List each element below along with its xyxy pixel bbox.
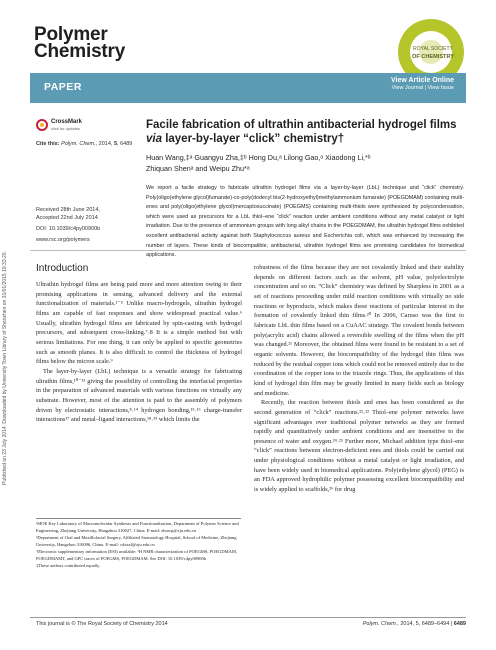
authors-line1: Huan Wang,‡ᵃ Guangyu Zha,‡ᵇ Hong Du,ᵃ Lilong Gao,ᵃ Xiaodong Li,*ᵇ bbox=[146, 153, 371, 162]
footnote-divider bbox=[36, 518, 241, 519]
view-online-links bbox=[391, 77, 454, 91]
crossmark-sub: click for updates bbox=[51, 126, 80, 131]
footer-journal: Polym. Chem. bbox=[362, 621, 398, 627]
citation-info: Cite this: Polym. Chem., 2014, 5, 6489 bbox=[36, 141, 133, 147]
footnote-affiliation-b: ᵇDepartment of Oral and Maxillofacial Surgery, Affiliated Stomatology Hospital, School of Medicine, Zhejiang University, Hangzhou 310006, China. E-mail: cdxaxl@zju.edu.cn bbox=[36, 534, 237, 547]
crossmark-label: CrossMark bbox=[51, 119, 83, 125]
journal-name-line2: Chemistry bbox=[34, 41, 126, 62]
abstract-text: We report a facile strategy to fabricate ultrathin hydrogel films via a layer-by-layer (LbL) technique and “click” chemistry. Poly(oligo(ethylene glycol)fumarate)-co-poly(dodecyl bis(2-hydroxyethyl)methylammonium fumarate) (POEGDMAM) containing multi-enes and poly(oligo(ethylene glycol)mercaptosuccinate) (POEGMS) containing multi-thiols were synthesized by polycondensation, which were used as precursors for a LbL thiol–ene “click” reaction under ambient conditions without any metal catalyst or light irradiation. Due to the presence of ammonium groups with long alkyl chains in the POEGDMAM, the ultrathin hydrogel films exhibited excellent antibacterial activity against both Staphylococcus aureus and Escherichia coli, which was enhanced by increasing the number of layers. These kinds of biocompatible, antibacterial, ultrathin hydrogel films are promising candidates for biomedical applications. bbox=[146, 185, 464, 259]
abstract-divider bbox=[30, 250, 466, 251]
journal-url-link[interactable]: www.rsc.org/polymers bbox=[36, 237, 90, 243]
intro-paragraph-3: robustness of the films because they are not covalently linked and their stability depends on different factors such as the solvent, pH value, polyelectrolyte concentration and so on. “Click” chemistry was defined by Sharpless in 2001 as a set of reactions proceeding under mild reaction conditions with virtually no side reactions or byproducts, which makes these reactions of particular interest in the formation of covalently linked thin films.²⁰ In 2006, Caruso was the first to fabricate LbL thin films based on a CuAAC strategy. The covalent bonds between poly(acrylic acid) chains allowed a reversible swelling of the films when the pH was changed.²¹ Moreover, the obtained films were found to be resistant to a set of organic solvents. However, the biocompatibility of the hydrogel thin films was reduced by the residual copper ions which could not be removed entirely due to the coordination of the copper ions to the triazole rings. Thus, the applications of this kind of hydrogel thin film may be greatly limited in many fields such as biology and medicine. bbox=[254, 264, 464, 397]
logo-text-line2: OF CHEMISTRY bbox=[411, 54, 455, 60]
view-article-online-link[interactable]: View Article Online bbox=[390, 77, 454, 84]
crossmark-icon bbox=[36, 119, 48, 131]
crossmark-badge[interactable] bbox=[36, 119, 96, 133]
page-number: 6489 bbox=[453, 621, 466, 627]
cite-year: , 2014, bbox=[95, 141, 114, 147]
cite-label: Cite this: bbox=[36, 141, 60, 147]
view-journal-issue-link[interactable]: View Journal | View Issue bbox=[391, 85, 454, 91]
footnote-esi: †Electronic supplementary information (ESI) available: ¹H NMR characterization of POEGMS, POEGDMAM, POEGDMAMT, and GPC traces of POEGMS, POEGDMAM. See DOI: 10.1039/c4py00900b bbox=[36, 548, 238, 561]
cite-volume: 5 bbox=[113, 141, 118, 147]
journal-name-line1: Polymer bbox=[34, 24, 108, 45]
footer-divider bbox=[30, 617, 466, 618]
footnotes bbox=[36, 521, 242, 570]
journal-name[interactable] bbox=[34, 26, 125, 60]
article-history bbox=[36, 206, 136, 244]
article-title bbox=[146, 118, 466, 146]
accepted-date: Accepted 22nd July 2014 bbox=[36, 215, 98, 221]
cite-journal: Polym. Chem. bbox=[61, 141, 96, 147]
download-note-text: Published on 23 July 2014. Downloaded by University Town Library of Shenzhen on 31/01/2015 19:33:20. bbox=[2, 251, 8, 485]
logo-text-line1: ROYAL SOCIETY bbox=[413, 46, 453, 52]
footnote-affiliation-a: ᵃMOE Key Laboratory of Macromolecular Synthesis and Functionalization, Department of Polymer Science and Engineering, Zhejiang University, Hangzhou 310027, China. E-mail: zhuwp@zju.edu.cn bbox=[36, 521, 239, 533]
body-column-left bbox=[36, 280, 242, 425]
footnote-equal-contribution: ‡These authors contributed equally. bbox=[36, 562, 101, 568]
footer-citation bbox=[363, 621, 466, 627]
title-part1: Facile fabrication of ultrathin antibacterial hydrogel films bbox=[146, 119, 457, 131]
section-heading-introduction: Introduction bbox=[36, 263, 89, 274]
download-note bbox=[2, 205, 14, 485]
author-list bbox=[146, 153, 466, 174]
footer-volume-pages: , 2014, 5, 6489–6494 | bbox=[397, 621, 454, 627]
footer-copyright: This journal is © The Royal Society of Chemistry 2014 bbox=[36, 621, 168, 627]
received-date: Received 28th June 2014, bbox=[36, 207, 100, 213]
doi-link[interactable]: DOI: 10.1039/c4py00900b bbox=[36, 226, 101, 232]
intro-paragraph-1: Ultrathin hydrogel films are being paid more and more attention owing to their promising applications in sensing, advanced delivery and the external functionalization of materials.¹⁻⁵ Unlike macro-hydrogels, ultrathin hydrogel films are capable of fast responses and show widespread practical value.⁶ Usually, ultrathin hydrogel films are fabricated by spin-casting with hydrogel precursors, and subsequent cross-linking.⁷˒8 It is a simple method but with serious limitations. For one thing, it can only be applied to specific geometries such as smooth planes. It is also difficult to control the thickness of hydrogel films below the micron scale.⁹ bbox=[36, 281, 242, 366]
title-via: via bbox=[146, 133, 162, 145]
body-column-right bbox=[254, 263, 464, 495]
paper-banner bbox=[30, 73, 466, 103]
cite-pages: 6489 bbox=[120, 141, 133, 147]
intro-paragraph-2: The layer-by-layer (LbL) technique is a versatile strategy for fabricating ultrathin films,¹⁰⁻¹³ giving the possibility of controlling the interfacial properties in the preparation of advanced materials with various functions on virtually any substrate. However, most of the attention is paid to the assembly of polymers driven by electrostatic interactions,⁸˒¹⁴ hydrogen bonding,¹⁵˒¹⁶ charge-transfer interactions¹⁷ and metal–ligand interactions,¹⁸˒¹⁹ which limits the bbox=[36, 367, 242, 424]
title-part2: layer-by-layer “click” chemistry† bbox=[162, 133, 345, 145]
intro-paragraph-4: Recently, the reaction between thiols and enes has been considered as the second generation of “click” reactions.²²˒²³ Thiol–ene polymer networks have significant advantages over traditional polymer networks as they are formed rapidly and quantitatively under ambient conditions and are insensitive to the presence of water and oxygen.²⁴˒²⁵ Further more, Michael addition type thiol–ene “click” reactions between electron-deficient enes and thiols could be carried out under physiological conditions without a metal catalyst or light irradiation, and have been widely used in biomedical applications. Poly(ethylene glycol) (PEG) is an FDA approved hydrophilic polymer possessing excellent biocompatibility and is widely applied to scaffolds,²⁶ for drug bbox=[254, 399, 464, 494]
authors-line2: Zhiquan Shenᵃ and Weipu Zhu*ᵃ bbox=[146, 163, 250, 173]
article-type-label: PAPER bbox=[44, 81, 82, 93]
